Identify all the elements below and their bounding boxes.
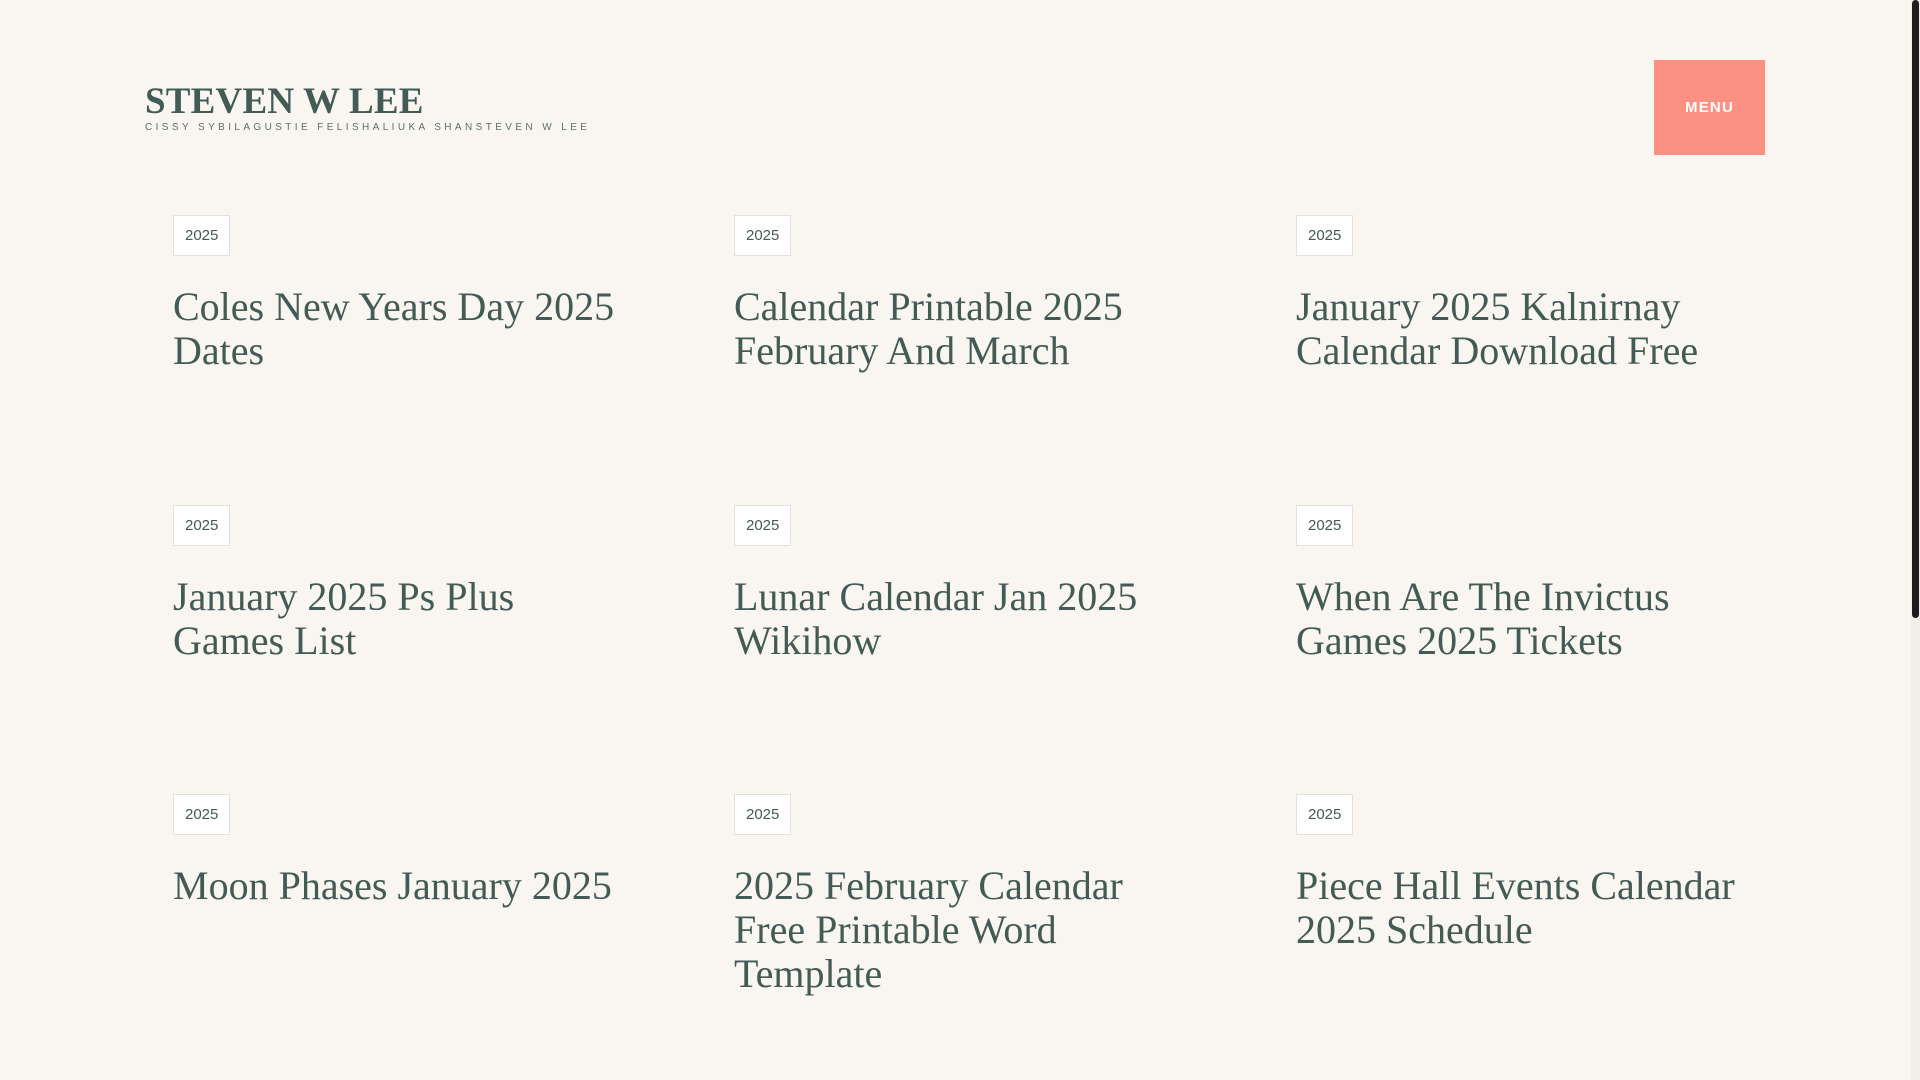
post-title-link[interactable]: January 2025 Kalnirnay Calendar Download Free [1296, 284, 1699, 373]
site-tagline: CISSY SYBILAGUSTIE FELISHALIUKA SHANSTEVEN W LEE [145, 122, 591, 133]
post-card [1296, 505, 1746, 663]
post-card [173, 794, 623, 908]
post-card [734, 215, 1184, 373]
site-title[interactable]: STEVEN W LEE [145, 81, 424, 122]
post-title-link[interactable]: Moon Phases January 2025 [173, 863, 612, 908]
vertical-scrollbar[interactable] [1911, 0, 1920, 1080]
post-category-tag[interactable]: 2025 [1296, 794, 1353, 835]
post-category-tag[interactable]: 2025 [173, 215, 230, 256]
post-category-tag[interactable]: 2025 [1296, 215, 1353, 256]
post-card [173, 505, 623, 663]
post-title-link[interactable]: Lunar Calendar Jan 2025 Wikihow [734, 574, 1138, 663]
post-category-tag[interactable]: 2025 [1296, 505, 1353, 546]
post-title-link[interactable]: Coles New Years Day 2025 Dates [173, 284, 615, 373]
post-card [1296, 215, 1746, 373]
post-category-tag[interactable]: 2025 [734, 505, 791, 546]
post-card [734, 505, 1184, 663]
post-title-link[interactable]: 2025 February Calendar Free Printable Word Template [734, 863, 1123, 996]
post-card [734, 794, 1184, 996]
post-category-tag[interactable]: 2025 [734, 794, 791, 835]
post-title-link[interactable]: Calendar Printable 2025 February And March [734, 284, 1123, 373]
post-category-tag[interactable]: 2025 [734, 215, 791, 256]
post-card [173, 215, 623, 373]
menu-button[interactable]: MENU [1654, 60, 1765, 155]
post-card [1296, 794, 1746, 952]
site-header [0, 0, 1911, 170]
post-title-link[interactable]: When Are The Invictus Games 2025 Tickets [1296, 574, 1670, 663]
post-title-link[interactable]: January 2025 Ps Plus Games List [173, 574, 515, 663]
scrollbar-thumb[interactable] [1912, 0, 1919, 618]
post-category-tag[interactable]: 2025 [173, 505, 230, 546]
post-title-link[interactable]: Piece Hall Events Calendar 2025 Schedule [1296, 863, 1735, 952]
post-category-tag[interactable]: 2025 [173, 794, 230, 835]
